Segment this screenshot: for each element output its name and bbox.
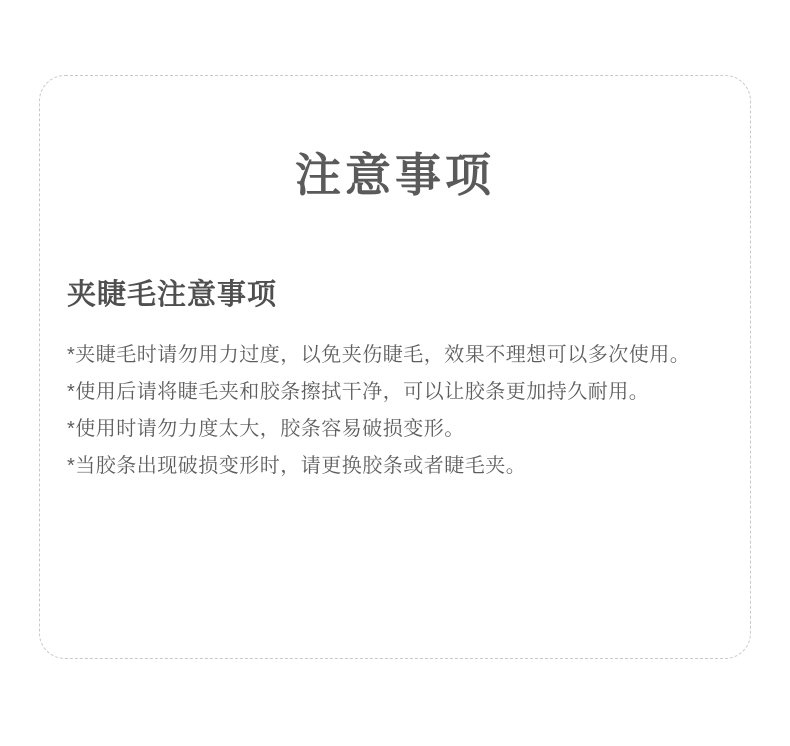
section-heading: 夹睫毛注意事项 [67, 279, 278, 312]
notice-card [39, 75, 751, 659]
list-item: *使用时请勿力度太大，胶条容易破损变形。 [67, 417, 465, 440]
list-item: *使用后请将睫毛夹和胶条擦拭干净，可以让胶条更加持久耐用。 [67, 380, 650, 403]
list-item: *当胶条出现破损变形时，请更换胶条或者睫毛夹。 [67, 454, 527, 477]
notice-list [40, 315, 750, 485]
list-item: *夹睫毛时请勿用力过度，以免夹伤睫毛，效果不理想可以多次使用。 [67, 343, 691, 366]
page-title: 注意事项 [295, 149, 495, 201]
